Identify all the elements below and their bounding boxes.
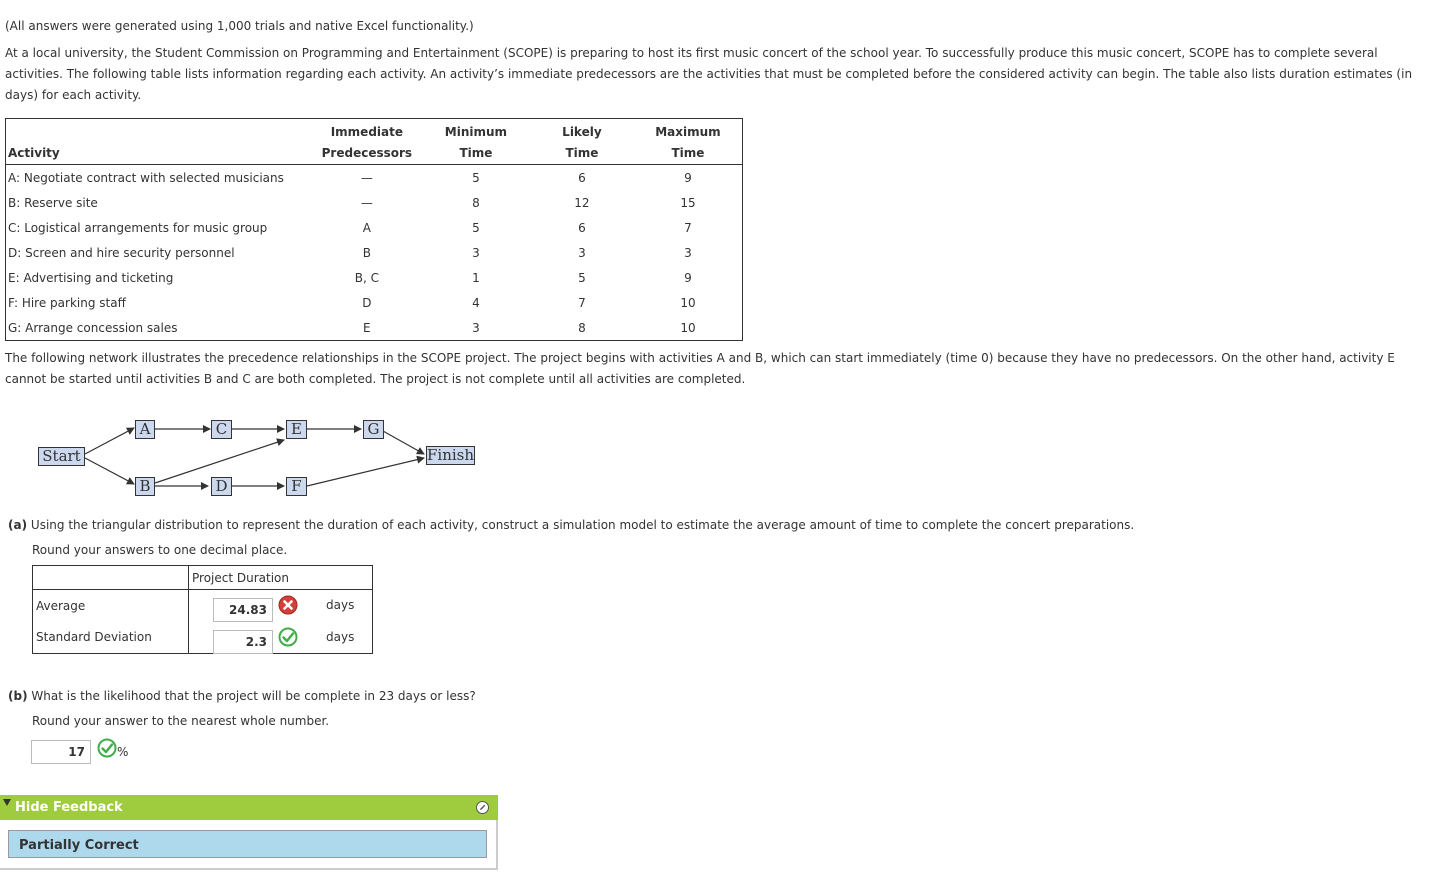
cell-predecessors: —	[360, 170, 373, 185]
cell-activity: A: Negotiate contract with selected musicians	[8, 170, 284, 185]
header-likely-line1: Likely	[562, 125, 602, 139]
cell-likely: 8	[578, 320, 586, 335]
cell-activity: G: Arrange concession sales	[8, 320, 178, 335]
cell-likely: 12	[574, 195, 590, 210]
node-d: D	[211, 477, 232, 496]
cell-predecessors: B	[362, 245, 371, 260]
header-minimum-time	[422, 119, 530, 165]
average-unit: days	[326, 598, 355, 612]
cell-max: 7	[684, 220, 692, 235]
part-b-question	[8, 686, 476, 707]
network-description: The following network illustrates the precedence relationships in the SCOPE project. The project begins with activities A and B, which can start immediately (time 0) because they have no predecessors. On the other hand, activity E cannot be started until activities B and C are both completed. The project is not complete until all activities are completed.	[5, 351, 1395, 386]
table-row	[6, 190, 743, 215]
std-unit: days	[326, 630, 355, 644]
part-a-text: Using the triangular distribution to represent the duration of each activity, construct a simulation model to estimate the average amount of time to complete the concert preparations.	[30, 518, 1135, 532]
node-a: A	[135, 420, 155, 439]
edge-start-a	[85, 428, 134, 454]
table-header-row	[6, 119, 743, 165]
cell-activity: F: Hire parking staff	[8, 295, 126, 310]
cell-min: 4	[472, 295, 480, 310]
part-b-text: What is the likelihood that the project will be complete in 23 days or less?	[31, 689, 476, 703]
part-b-label: (b)	[8, 689, 28, 703]
header-likely-time	[530, 119, 634, 165]
std-label: Standard Deviation	[36, 630, 152, 645]
header-pred-line2: Predecessors	[321, 146, 413, 160]
table-row	[6, 240, 743, 265]
cell-activity: D: Screen and hire security personnel	[8, 245, 235, 260]
trials-note: (All answers were generated using 1,000 trials and native Excel functionality.)	[5, 19, 474, 33]
cell-predecessors: D	[362, 295, 372, 310]
cell-likely: 7	[578, 295, 586, 310]
std-input[interactable]: 2.3	[213, 630, 273, 654]
cell-min: 5	[472, 170, 480, 185]
correct-check-icon	[97, 738, 117, 758]
incorrect-icon	[278, 595, 298, 615]
cell-max: 3	[684, 245, 692, 260]
node-finish: Finish	[427, 446, 475, 464]
feedback-result-text: Partially Correct	[19, 838, 139, 853]
part-a-question	[8, 515, 1134, 536]
cell-min: 5	[472, 220, 480, 235]
node-b: B	[135, 477, 155, 496]
likelihood-input[interactable]: 17	[31, 740, 91, 764]
table-row	[6, 265, 743, 290]
cell-max: 9	[684, 270, 692, 285]
header-min-line2: Time	[459, 146, 493, 160]
node-start: Start	[38, 447, 85, 466]
cell-max: 10	[680, 320, 696, 335]
node-f: F	[286, 477, 307, 496]
percent-unit: %	[117, 745, 129, 759]
results-header-duration: Project Duration	[189, 566, 373, 590]
average-input[interactable]: 24.83	[213, 598, 273, 622]
edge-start-b	[85, 458, 134, 484]
cell-likely: 6	[578, 220, 586, 235]
average-label: Average	[36, 598, 86, 613]
cell-predecessors: E	[363, 320, 371, 335]
table-row	[6, 215, 743, 240]
results-row-std	[33, 622, 373, 654]
header-min-line1: Minimum	[444, 125, 508, 139]
results-header-row	[33, 566, 373, 590]
cell-min: 3	[472, 245, 480, 260]
table-row	[6, 315, 743, 341]
hide-feedback-link[interactable]: Hide Feedback	[15, 800, 123, 815]
cell-max: 10	[680, 295, 696, 310]
activity-table	[5, 118, 743, 341]
cell-likely: 5	[578, 270, 586, 285]
header-pred-line1: Immediate	[330, 125, 403, 139]
node-c: C	[211, 420, 232, 439]
correct-check-icon	[278, 627, 298, 647]
cell-likely: 3	[578, 245, 586, 260]
edge-f-finish	[307, 458, 424, 486]
cell-predecessors: B, C	[354, 270, 379, 285]
results-table	[32, 565, 373, 654]
cell-min: 3	[472, 320, 480, 335]
collapse-triangle-icon[interactable]	[3, 799, 11, 806]
cell-predecessors: A	[362, 220, 371, 235]
header-max-line2: Time	[671, 146, 705, 160]
table-row	[6, 165, 743, 191]
cell-predecessors: —	[360, 195, 373, 210]
cell-max: 15	[680, 195, 696, 210]
part-a-label: (a)	[8, 518, 28, 532]
header-activity: Activity	[8, 146, 60, 160]
header-predecessors	[312, 119, 422, 165]
header-maximum-time	[634, 119, 743, 165]
results-row-average	[33, 590, 373, 622]
feedback-result	[8, 830, 487, 858]
pencil-icon[interactable]	[476, 801, 489, 814]
cell-activity: B: Reserve site	[8, 195, 98, 210]
cell-max: 9	[684, 170, 692, 185]
node-g: G	[363, 420, 384, 439]
cell-min: 1	[472, 270, 480, 285]
cell-activity: C: Logistical arrangements for music group	[8, 220, 268, 235]
header-likely-line2: Time	[565, 146, 599, 160]
cell-min: 8	[472, 195, 480, 210]
part-a-instruction: Round your answers to one decimal place.	[32, 543, 288, 557]
table-row	[6, 290, 743, 315]
node-e: E	[286, 420, 307, 439]
edge-g-finish	[383, 431, 424, 454]
problem-description: At a local university, the Student Commission on Programming and Entertainment (SCOPE) is preparing to host its first music concert of the school year. To successfully produce this music concert, SCOPE has to complete several activities. The following table lists information regarding each activity. An activity’s immediate predecessors are the activities that must be completed before the considered activity can begin. The table also lists duration estimates (in days) for each activity.	[5, 46, 1413, 102]
header-max-line1: Maximum	[655, 125, 721, 139]
part-b-instruction: Round your answer to the nearest whole number.	[32, 714, 330, 728]
cell-likely: 6	[578, 170, 586, 185]
results-header-blank	[33, 566, 189, 590]
cell-activity: E: Advertising and ticketing	[8, 270, 174, 285]
